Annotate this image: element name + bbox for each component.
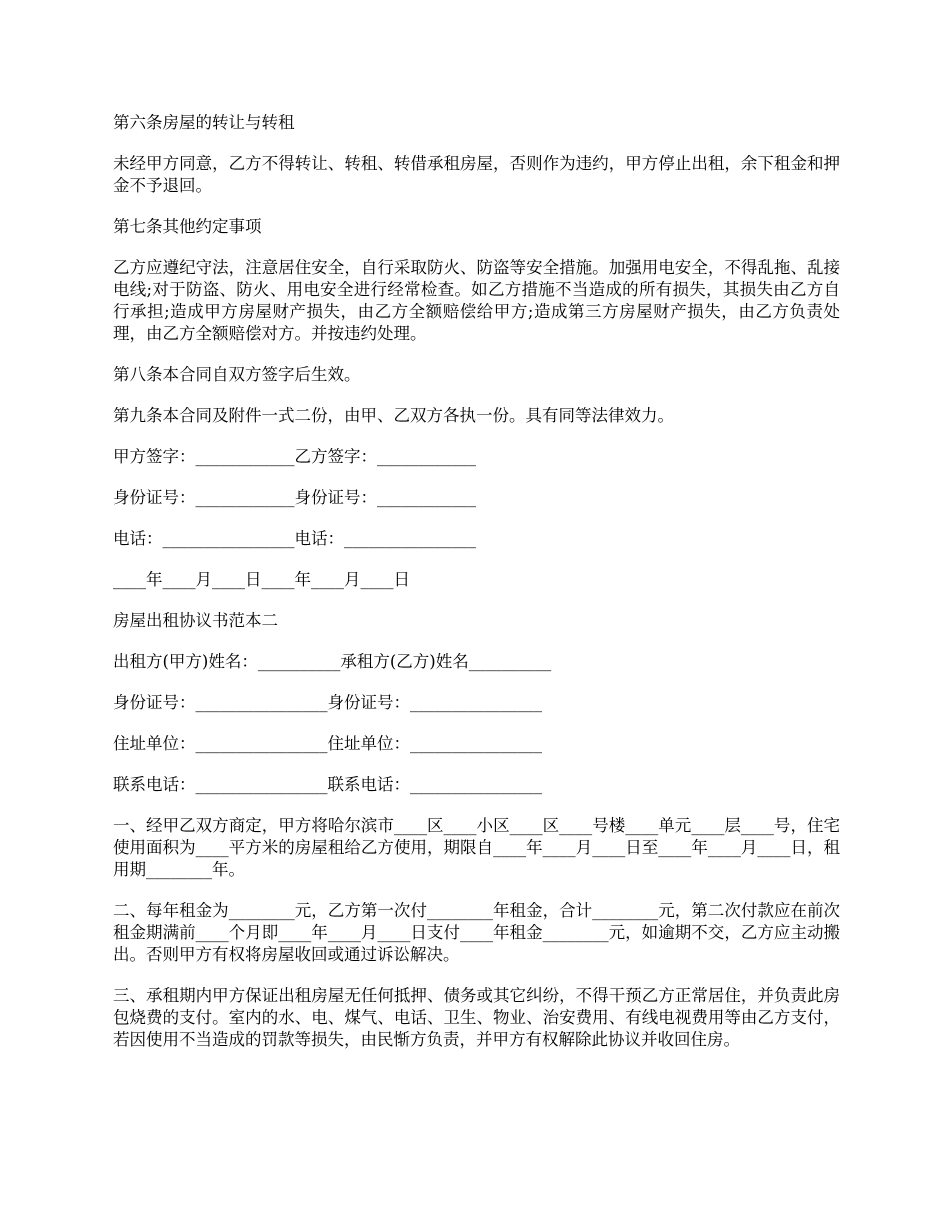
article-9-text: 第九条本合同及附件一式二份，由甲、乙双方各执一份。具有同等法律效力。 (113, 406, 674, 425)
party-phone-line: 联系电话：________________联系电话：________________ (113, 775, 542, 794)
article-8-text: 第八条本合同自双方签字后生效。 (113, 365, 361, 384)
clause-one-text: 一、经甲乙双方商定，甲方将哈尔滨市____区____小区____区____号楼____单元____层____号，住宅使用面积为____平方米的房屋租给乙方使用，期限自____年____月____日至____年____月____日，租用期________年。 (113, 816, 840, 879)
party-names-line: 出租方(甲方)姓名：__________承租方(乙方)姓名__________ (113, 652, 552, 671)
id-number-line: 身份证号：____________身份证号：____________ (113, 488, 476, 507)
template-two-title: 房屋出租协议书范本二 (113, 611, 278, 630)
article-6-heading: 第六条房屋的转让与转租 (113, 113, 295, 132)
party-id-line: 身份证号：________________身份证号：________________ (113, 693, 542, 712)
signature-line: 甲方签字：____________乙方签字：____________ (113, 447, 476, 466)
party-address-line: 住址单位：________________住址单位：________________ (113, 734, 542, 753)
article-7-heading: 第七条其他约定事项 (113, 217, 262, 236)
article-7-text: 乙方应遵纪守法，注意居住安全，自行采取防火、防盗等安全措施。加强用电安全，不得乱拖、乱接电线;对于防盗、防火、用电安全进行经常检查。如乙方措施不当造成的所有损失，其损失由乙方自行承担;造成甲方房屋财产损失，由乙方全额赔偿给甲方;造成第三方房屋财产损失，由乙方负责处理，由乙方全额赔偿对方。并按违约处理。 (113, 258, 840, 343)
phone-line: 电话：________________电话：________________ (113, 529, 476, 548)
document-body (113, 112, 840, 1070)
clause-two-text: 二、每年租金为________元，乙方第一次付________年租金，合计________元，第二次付款应在前次租金期满前____个月即____年____月____日支付____年租金________元，如逾期不交，乙方应主动搬出。否则甲方有权将房屋收回或通过诉讼解决。 (113, 901, 840, 964)
clause-three-text: 三、承租期内甲方保证出租房屋无任何抵押、债务或其它纠纷，不得干预乙方正常居住，并负责此房包烧费的支付。室内的水、电、煤气、电话、卫生、物业、治安费用、有线电视费用等由乙方支付，若因使用不当造成的罚款等损失，由民惭方负责，并甲方有权解除此协议并收回住房。 (113, 986, 840, 1049)
date-line: ____年____月____日____年____月____日 (113, 570, 410, 589)
article-6-text: 未经甲方同意，乙方不得转让、转租、转借承租房屋，否则作为违约，甲方停止出租，余下租金和押金不予退回。 (113, 154, 840, 195)
